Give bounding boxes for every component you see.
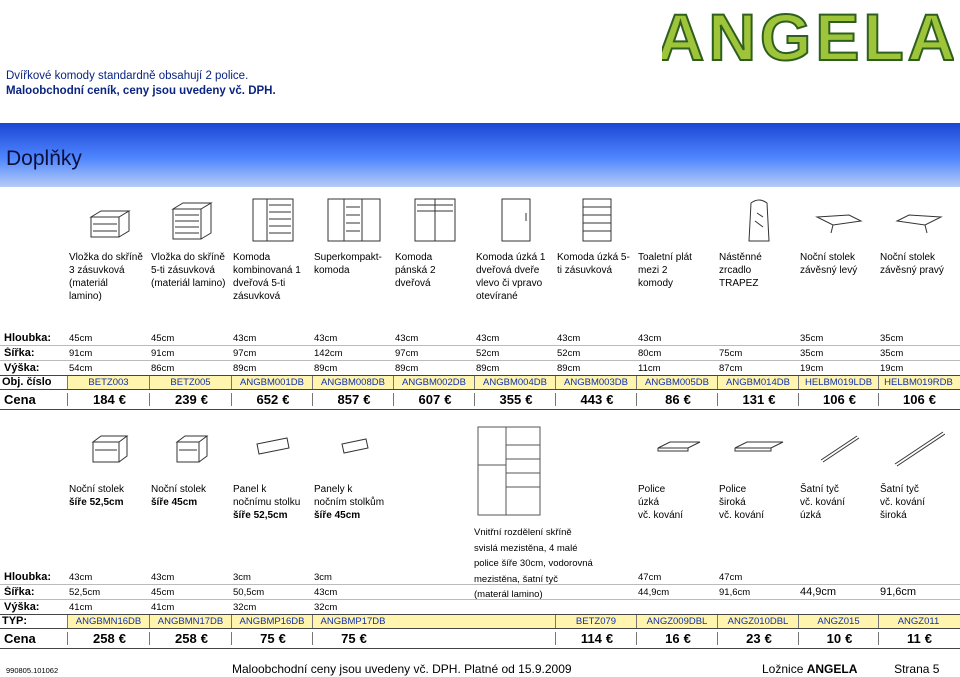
euro-icon: € (683, 632, 691, 645)
clothes-rod-wide-image (878, 414, 958, 480)
drawer-insert-3-image (67, 188, 149, 250)
price-value: 355 (499, 393, 522, 406)
page-footer (0, 658, 960, 677)
price-cell (312, 632, 393, 645)
footer-note: Maloobchodní ceny jsou uvedeny vč. DPH. Platné od 15.9.2009 (232, 662, 572, 676)
spec-value: 75cm (719, 348, 743, 359)
euro-icon: € (359, 632, 367, 645)
euro-icon: € (683, 393, 691, 406)
footer-section: Ložnice (762, 662, 804, 676)
product-name: Komoda pánská 2 dveřová (395, 252, 436, 289)
price-cell (67, 632, 149, 645)
spec-value: 91,6cm (880, 586, 917, 598)
shelf-wide-image (717, 414, 798, 480)
spec-value: 91cm (69, 348, 93, 359)
product-name: Komoda kombinovaná 1 dveřová 5-ti zásuvková (233, 252, 301, 302)
spec-value: 41cm (151, 602, 175, 613)
hanging-nightstand-right-image (878, 188, 958, 250)
product-name: Nástěnné zrcadlo TRAPEZ (719, 252, 762, 289)
spec-value: 43cm (557, 333, 581, 344)
order-code: ANGBMP17DB (312, 615, 393, 628)
nightstand-52-image (67, 414, 149, 480)
product-name: Noční stolek šíře 45cm (151, 484, 207, 508)
panel-45-image (312, 414, 393, 480)
spec-value: 89cm (395, 363, 419, 374)
price-cell (878, 393, 958, 406)
euro-icon: € (606, 393, 614, 406)
euro-icon: € (924, 632, 932, 645)
label-price: Cena (4, 393, 36, 406)
label-vyska: Výška: (4, 362, 40, 374)
spec-value: 35cm (880, 348, 904, 359)
order-code: BETZ005 (149, 376, 231, 389)
spec-value: 3cm (233, 572, 251, 583)
shelf-narrow-image (636, 414, 717, 480)
price-value: 184 (93, 393, 115, 406)
price-value: 75 (260, 632, 275, 645)
euro-icon: € (848, 393, 856, 406)
price-value: 258 (93, 632, 115, 645)
intro-text (6, 69, 276, 99)
price-value: 443 (580, 393, 603, 406)
intro-line-1: Dvířkové komody standardně obsahují 2 police. (6, 70, 249, 82)
euro-icon: € (118, 632, 126, 645)
product-name: Šatní tyč vč. kování široká (880, 484, 926, 521)
spec-value: 3cm (314, 572, 332, 583)
price-cell (878, 632, 958, 645)
spec-value: 43cm (314, 587, 338, 598)
label-sirka: Šířka: (4, 347, 35, 359)
intro-line-2: Maloobchodní ceník, ceny jsou uvedeny vč. DPH. (6, 85, 276, 97)
spec-value: 43cm (638, 333, 662, 344)
top-product-names (0, 251, 958, 303)
order-code: ANGZ011 (878, 615, 958, 628)
order-code: ANGBMN16DB (67, 615, 149, 628)
euro-icon: € (118, 393, 126, 406)
bottom-sirka-row (0, 586, 960, 599)
spec-value: 91cm (151, 348, 175, 359)
order-code: ANGZ009DBL (636, 615, 717, 628)
label-sirka: Šířka: (4, 586, 35, 598)
spec-value: 142cm (314, 348, 343, 359)
spec-value: 97cm (233, 348, 257, 359)
top-order-code-row (0, 375, 960, 390)
price-cell (717, 393, 798, 406)
label-price: Cena (4, 632, 36, 645)
price-value: 75 (341, 632, 356, 645)
price-cell (393, 393, 474, 406)
price-cell (798, 393, 878, 406)
price-value: 23 (746, 632, 761, 645)
euro-icon: € (764, 632, 772, 645)
price-cell (67, 393, 149, 406)
product-name: Noční stolek závěsný pravý (880, 252, 944, 276)
euro-icon: € (444, 393, 452, 406)
label-type: TYP: (0, 615, 67, 628)
spec-value: 43cm (476, 333, 500, 344)
order-code: ANGZ010DBL (717, 615, 798, 628)
price-cell (474, 393, 555, 406)
spec-value: 44,9cm (800, 586, 837, 598)
spec-value: 87cm (719, 363, 743, 374)
euro-icon: € (200, 632, 208, 645)
product-name: Vložka do skříně 5-ti zásuvková (materiál lamino) (151, 252, 226, 289)
wardrobe-line: svislá mezistěna, 4 malé (474, 542, 578, 554)
footer-code: 990805.101062 (6, 666, 59, 675)
euro-icon: € (845, 632, 853, 645)
price-value: 239 (175, 393, 197, 406)
spec-value: 45cm (151, 333, 175, 344)
order-code: HELBM019RDB (878, 376, 958, 389)
order-code: BETZ003 (67, 376, 149, 389)
price-cell (231, 632, 312, 645)
euro-icon: € (768, 393, 776, 406)
spec-value: 91,6cm (719, 587, 751, 598)
spec-value: 19cm (880, 363, 904, 374)
price-value: 857 (337, 393, 360, 406)
spec-value: 89cm (476, 363, 500, 374)
wardrobe-line: police šíře 30cm, vodorovná (474, 558, 593, 569)
price-value: 16 (665, 632, 680, 645)
spec-value: 89cm (314, 363, 338, 374)
product-name: Komoda úzká 1 dveřová dveře vlevo či vpravo otevírané (476, 252, 546, 302)
product-name: Police úzká vč. kování (638, 484, 684, 521)
panel-52-image (231, 414, 312, 480)
spec-value: 54cm (69, 363, 93, 374)
spec-value: 47cm (638, 572, 662, 583)
top-price-row (0, 390, 960, 410)
spec-value: 45cm (69, 333, 93, 344)
section-title: Doplňky (6, 147, 82, 170)
price-cell (798, 632, 878, 645)
clothes-rod-narrow-image (798, 414, 878, 480)
top-product-images (0, 188, 958, 250)
section-banner (0, 123, 960, 187)
spec-value: 45cm (151, 587, 175, 598)
drawer-insert-5-image (149, 188, 231, 250)
top-sirka-row (0, 347, 960, 360)
price-value: 607 (418, 393, 441, 406)
wardrobe-line: mezistěna, šatní tyč (474, 573, 558, 585)
spec-value: 89cm (233, 363, 257, 374)
price-value: 86 (665, 393, 680, 406)
order-code: HELBM019LDB (798, 376, 878, 389)
spec-value: 43cm (233, 333, 257, 344)
footer-brand: ANGELA (806, 662, 858, 676)
product-name: Noční stolek šíře 52,5cm (69, 484, 125, 508)
label-vyska: Výška: (4, 601, 40, 613)
svg-text:ANGELA: ANGELA (662, 4, 954, 68)
price-value: 106 (903, 393, 925, 406)
bottom-hloubka-row (0, 571, 960, 584)
spec-value: 86cm (151, 363, 175, 374)
bottom-vyska-row (0, 601, 960, 614)
spec-value: 35cm (800, 348, 824, 359)
euro-icon: € (525, 393, 533, 406)
price-value: 114 (580, 632, 602, 645)
spec-value: 52cm (557, 348, 581, 359)
spec-value: 44,9cm (638, 587, 670, 598)
spec-value: 89cm (557, 363, 581, 374)
footer-right (762, 662, 939, 676)
angela-logo (662, 4, 954, 68)
label-hloubka: Hloubka: (4, 571, 52, 583)
price-value: 11 (907, 632, 921, 645)
narrow-dresser-drawers-image (555, 188, 636, 250)
label-hloubka: Hloubka: (4, 332, 52, 344)
spec-value: 97cm (395, 348, 419, 359)
price-cell (717, 632, 798, 645)
price-value: 131 (742, 393, 765, 406)
price-cell (149, 632, 231, 645)
euro-icon: € (278, 632, 286, 645)
order-code: ANGBMN17DB (149, 615, 231, 628)
product-name: Police široká vč. kování (719, 484, 765, 521)
spec-value: 35cm (880, 333, 904, 344)
product-name: Komoda úzká 5-ti zásuvková (557, 252, 630, 276)
product-name: Panely k nočním stolkům šíře 45cm (314, 484, 385, 521)
order-code: ANGBM004DB (474, 376, 555, 389)
label-order-code: Obj. číslo (0, 376, 67, 389)
price-cell (555, 632, 636, 645)
spec-value: 52cm (476, 348, 500, 359)
bottom-price-row (0, 629, 960, 649)
order-code: ANGBM002DB (393, 376, 474, 389)
price-cell (636, 632, 717, 645)
product-name: Vložka do skříně 3 zásuvková (materiál lamino) (69, 252, 143, 302)
spec-value: 19cm (800, 363, 824, 374)
order-code: BETZ079 (555, 615, 636, 628)
spec-value: 52,5cm (69, 587, 101, 598)
page-number: Strana 5 (894, 662, 940, 676)
spec-value: 43cm (395, 333, 419, 344)
product-name: Superkompakt-komoda (314, 252, 382, 276)
top-vyska-row (0, 362, 960, 375)
price-value: 10 (826, 632, 842, 645)
euro-icon: € (363, 393, 371, 406)
price-cell (149, 393, 231, 406)
euro-icon: € (928, 393, 936, 406)
bottom-type-row (0, 614, 960, 629)
bottom-product-names (0, 483, 958, 522)
price-cell (555, 393, 636, 406)
price-value: 258 (175, 632, 197, 645)
order-code: ANGBM003DB (555, 376, 636, 389)
spec-value: 80cm (638, 348, 662, 359)
order-code: ANGBM008DB (312, 376, 393, 389)
wardrobe-line: Vnitřní rozdělení skříně (474, 527, 572, 538)
spec-value: 43cm (151, 572, 175, 583)
spec-value: 43cm (69, 572, 93, 583)
spec-value: 11cm (638, 363, 661, 374)
order-code: ANGZ015 (798, 615, 878, 628)
combined-dresser-image (231, 188, 312, 250)
euro-icon: € (605, 632, 614, 645)
euro-icon: € (282, 393, 290, 406)
product-name: Šatní tyč vč. kování úzká (800, 484, 846, 521)
spec-value: 50,5cm (233, 587, 265, 598)
product-name: Noční stolek závěsný levý (800, 252, 858, 276)
narrow-dresser-door-image (474, 188, 555, 250)
product-name: Panel k nočnímu stolku šíře 52,5cm (233, 484, 301, 521)
supercompact-dresser-image (312, 188, 393, 250)
spec-value: 43cm (314, 333, 338, 344)
price-value: 106 (823, 393, 845, 406)
euro-icon: € (200, 393, 208, 406)
spec-value: 41cm (69, 602, 93, 613)
spec-value: 35cm (800, 333, 824, 344)
mens-dresser-image (393, 188, 474, 250)
product-name: Toaletní plát mezi 2 komody (638, 252, 692, 289)
top-hloubka-row (0, 332, 960, 345)
spec-value: 47cm (719, 572, 743, 583)
nightstand-45-image (149, 414, 231, 480)
price-value: 652 (256, 393, 279, 406)
price-cell (636, 393, 717, 406)
price-cell (231, 393, 312, 406)
spec-value: 32cm (233, 602, 257, 613)
price-cell (312, 393, 393, 406)
order-code: ANGBM005DB (636, 376, 717, 389)
wall-mirror-image (717, 188, 798, 250)
hanging-nightstand-left-image (798, 188, 878, 250)
order-code: ANGBM001DB (231, 376, 312, 389)
spec-value: 32cm (314, 602, 338, 613)
wardrobe-line: (materál lamino) (474, 589, 543, 600)
order-code: ANGBM014DB (717, 376, 798, 389)
order-code: ANGBMP16DB (231, 615, 312, 628)
